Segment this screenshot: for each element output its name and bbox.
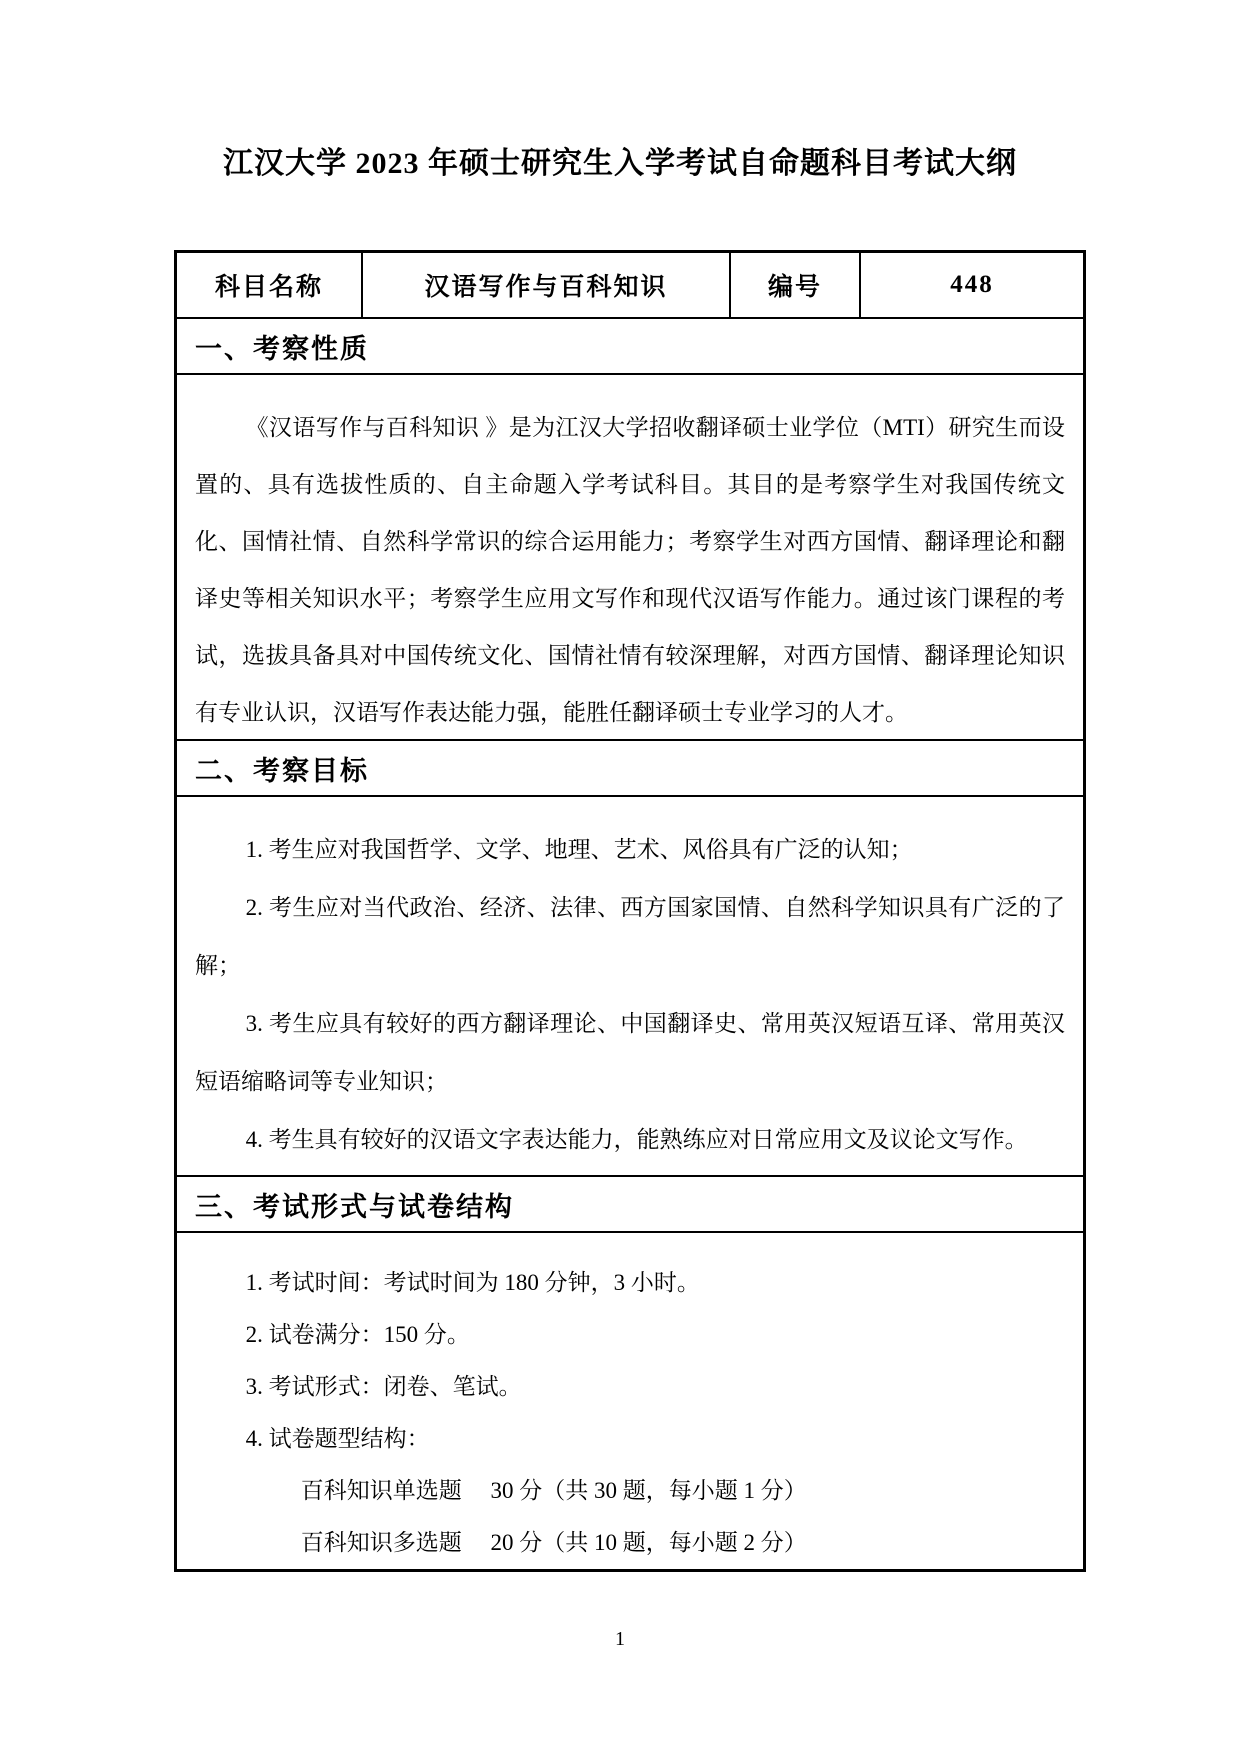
section-2-item-2: 2. 考生应对当代政治、经济、法律、西方国家国情、自然科学知识具有广泛的了解； (195, 895, 1065, 978)
page-number: 1 (615, 1628, 625, 1650)
section-2-item-3: 3. 考生应具有较好的西方翻译理论、中国翻译史、常用英汉短语互译、常用英汉短语缩略词等专业知识； (195, 1011, 1065, 1094)
section-3-subitem-1: 百科知识单选题 30 分（共 30 题，每小题 1 分） (300, 1478, 807, 1503)
page-title: 江汉大学 2023 年硕士研究生入学考试自命题科目考试大纲 (223, 147, 1017, 180)
section-3-body (177, 1233, 1083, 1569)
section-1-heading: 一、考察性质 (177, 319, 1083, 375)
syllabus-table (174, 250, 1086, 1572)
section-1-body (177, 375, 1083, 741)
section-1-paragraph: 《汉语写作与百科知识 》是为江汉大学招收翻译硕士业学位（MTI）研究生而设置的、具有选拔性质的、自主命题入学考试科目。其目的是考察学生对我国传统文化、国情社情、自然科学常识的综合运用能力；考察学生对西方国情、翻译理论和翻译史等相关知识水平；考察学生应用文写作和现代汉语写作能力。通过该门课程的考试，选拔具备具对中国传统文化、国情社情有较深理解，对西方国情、翻译理论知识有专业认识，汉语写作表达能力强，能胜任翻译硕士专业学习的人才。 (195, 415, 1065, 725)
section-2-item-4: 4. 考生具有较好的汉语文字表达能力，能熟练应对日常应用文及议论文写作。 (245, 1127, 1028, 1152)
subject-code-label: 编号 (731, 253, 861, 317)
section-2-body (177, 797, 1083, 1177)
subject-code-value: 448 (950, 271, 994, 298)
subject-name-label: 科目名称 (177, 253, 363, 317)
subject-name-value: 汉语写作与百科知识 (363, 253, 731, 317)
section-3-subitem-2: 百科知识多选题 20 分（共 10 题，每小题 2 分） (300, 1530, 807, 1555)
subject-info-row (177, 253, 1083, 319)
section-3-item-1: 1. 考试时间：考试时间为 180 分钟，3 小时。 (245, 1270, 700, 1295)
section-3-heading: 三、考试形式与试卷结构 (177, 1177, 1083, 1233)
section-2-item-1: 1. 考生应对我国哲学、文学、地理、艺术、风俗具有广泛的认知； (245, 837, 913, 862)
section-3-item-3: 3. 考试形式：闭卷、笔试。 (245, 1374, 522, 1399)
section-2-heading: 二、考察目标 (177, 741, 1083, 797)
section-3-item-4: 4. 试卷题型结构： (245, 1426, 430, 1451)
section-3-item-2: 2. 试卷满分：150 分。 (245, 1322, 470, 1347)
